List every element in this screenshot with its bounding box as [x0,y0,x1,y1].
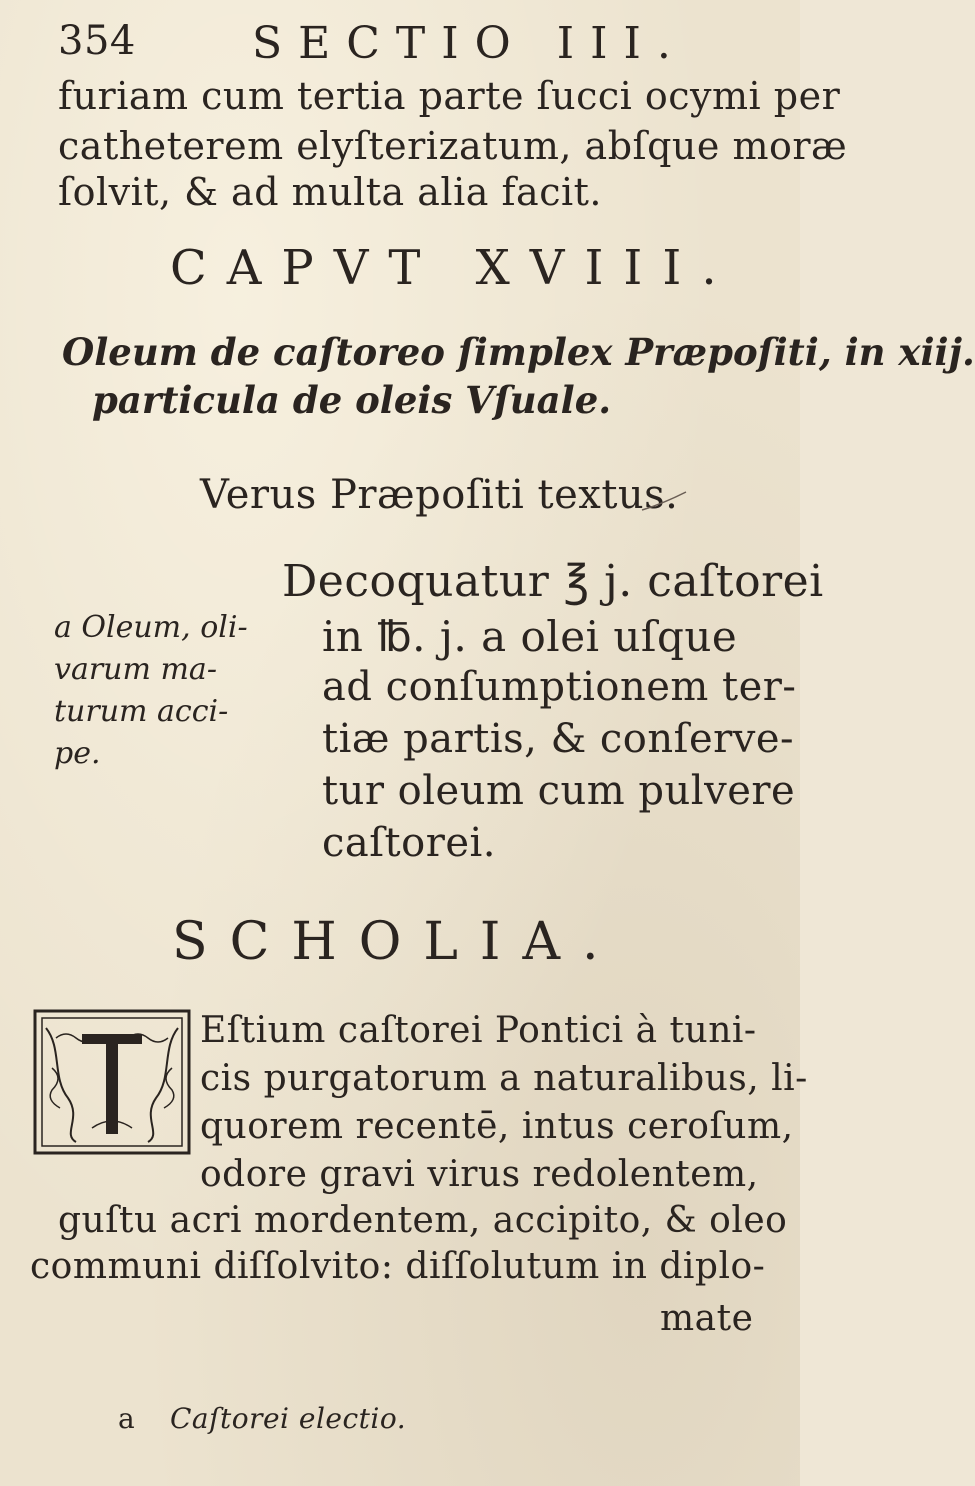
chapter-title-line: Oleum de caſtoreo ſimplex Præpoſiti, in xiij. [62,330,975,374]
recipe-line: caſtorei. [322,820,497,866]
scholia-line: odore gravi virus redolentem, [200,1154,759,1195]
scholia-heading: SCHOLIA. [172,912,621,972]
margin-note-line: varum ma- [54,652,217,687]
recipe-line: Decoquatur ℥ j. caſtorei [282,556,824,607]
scholia-line: quorem recentē, intus ceroſum, [200,1106,794,1147]
recipe-line: tiæ partis, & conſerve- [322,716,795,762]
footnote-letter: a [118,1402,136,1435]
decorated-initial-icon [32,1008,192,1156]
margin-note-line: pe. [54,736,101,771]
scholia-line: communi diſſolvito: diſſolutum in diplo- [30,1246,766,1287]
margin-note-line: turum acci- [54,694,229,729]
recipe-line: in ℔. j. a olei uſque [322,612,738,661]
scholia-line: Eſtium caſtorei Pontici à tuni- [200,1010,757,1051]
chapter-heading: CAPVT XVIII. [170,240,737,296]
pen-mark [640,486,690,516]
scholia-line: cis purgatorum a naturalibus, li- [200,1058,808,1099]
recipe-line: tur oleum cum pulvere [322,768,796,814]
subheading: Verus Præpoſiti textus. [200,472,679,518]
recipe-line: ad conſumptionem ter- [322,664,797,710]
intro-line: ſolvit, & ad multa alia facit. [58,170,602,214]
catchword: mate [660,1298,754,1339]
intro-line: catheterem elyſterizatum, abſque moræ [58,124,848,168]
chapter-title-line: particula de oleis Vſuale. [92,378,612,422]
intro-line: furiam cum tertia parte ſucci ocymi per [58,74,841,118]
scholia-line: guſtu acri mordentem, accipito, & oleo [58,1200,788,1241]
section-heading: SECTIO III. [252,18,687,69]
footnote-text: Caſtorei electio. [170,1402,407,1435]
page-number: 354 [58,18,136,64]
margin-note-line: a Oleum, oli- [54,610,248,645]
